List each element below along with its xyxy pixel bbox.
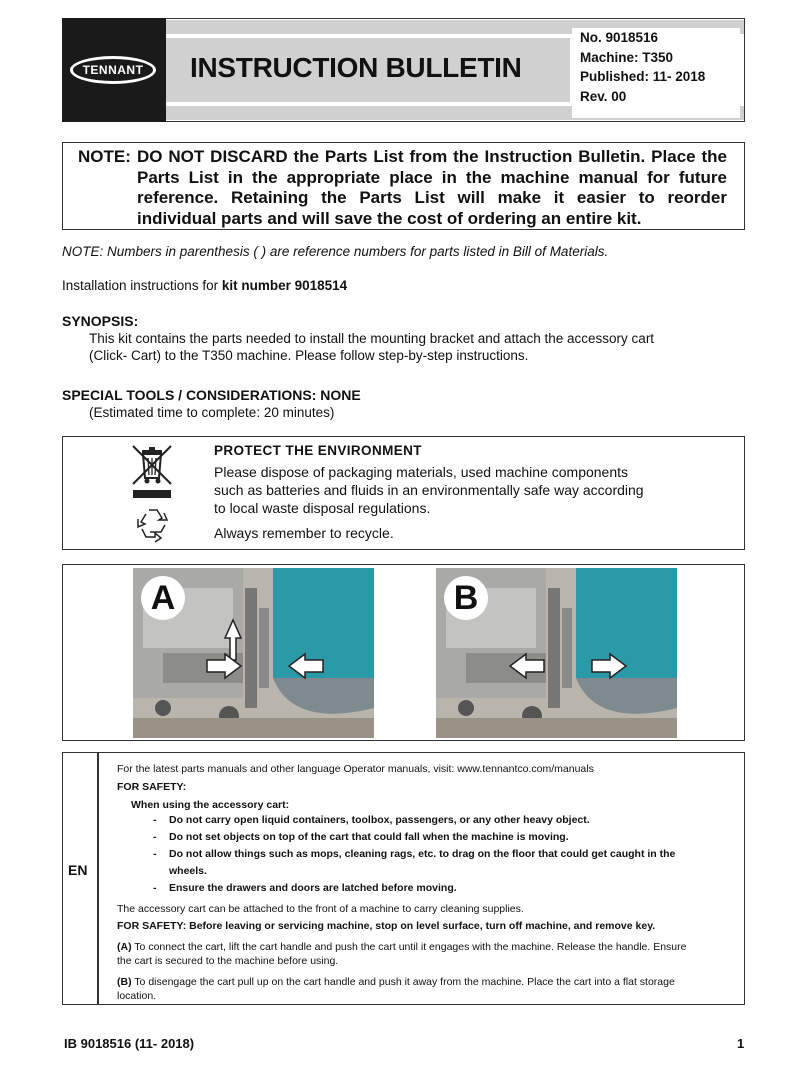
language-label: EN (68, 862, 88, 878)
en-divider (97, 752, 99, 1005)
doc-number: No. 9018516 (580, 30, 659, 45)
crossed-bin-icon (128, 444, 178, 500)
reference-note: NOTE: Numbers in parenthesis ( ) are reference numbers for parts listed in Bill of Materials. (62, 244, 609, 259)
synopsis-heading: SYNOPSIS: (62, 313, 139, 329)
tennant-logo (62, 18, 166, 122)
environment-line-2: such as batteries and fluids in an environmentally safe way according (214, 482, 644, 498)
safety-warning: FOR SAFETY: Before leaving or servicing machine, stop on level surface, turn off machine, and remove key. (117, 920, 656, 932)
bullet-3: Do not allow things such as mops, cleaning rags, etc. to drag on the floor that could get caught in the (169, 848, 676, 860)
published-date: Published: 11- 2018 (580, 69, 706, 84)
photo-a (133, 568, 374, 738)
bullet-3-cont: wheels. (169, 865, 207, 877)
step-a-line-1 (117, 940, 686, 954)
photo-a-label: A (141, 576, 185, 620)
document-title: INSTRUCTION BULLETIN (190, 52, 522, 83)
step-b-line-2: location. (117, 990, 157, 1002)
revision: Rev. 00 (580, 88, 627, 104)
tools-heading: SPECIAL TOOLS / CONSIDERATIONS: NONE (62, 387, 361, 403)
bullet-dash: - (153, 882, 157, 894)
attach-text: The accessory cart can be attached to the front of a machine to carry cleaning supplies. (117, 903, 524, 915)
note-text: DO NOT DISCARD the Parts List from the Instruction Bulletin. Place the Parts List in the appropriate place in the machine manual for future reference. Retaining the Parts List will make it easier to reorder individual parts and will save the cost of ordering an entire kit. (137, 147, 727, 228)
logo-text: TENNANT (70, 56, 156, 84)
bullet-4: Ensure the drawers and doors are latched before moving. (169, 882, 457, 894)
synopsis-line-2: (Click- Cart) to the T350 machine. Please follow step-by-step instructions. (89, 348, 529, 363)
machine: Machine: T350 (580, 49, 674, 65)
step-a-line-2: the cart is secured to the machine before using. (117, 955, 339, 967)
install-prefix: Installation instructions for (62, 278, 222, 293)
document-meta (572, 28, 740, 118)
bullet-dash: - (153, 848, 157, 860)
cart-heading: When using the accessory cart: (131, 799, 290, 811)
step-b-line-1 (117, 975, 675, 989)
step-b-text: To disengage the cart pull up on the cart handle and push it away from the machine. Place the cart into a flat storage (131, 976, 675, 988)
manuals-visit: For the latest parts manuals and other language Operator manuals, visit: www.tennantco.com/manuals (117, 763, 594, 775)
photo-b-label: B (444, 576, 488, 620)
step-a-tag: (A) (117, 941, 132, 953)
bullet-dash: - (153, 831, 157, 843)
bullet-dash: - (153, 814, 157, 826)
bullet-1: Do not carry open liquid containers, toolbox, passengers, or any other heavy object. (169, 814, 590, 826)
footer-document-id: IB 9018516 (11- 2018) (64, 1036, 195, 1051)
photo-b (436, 568, 677, 738)
kit-number: kit number 9018514 (221, 278, 348, 293)
step-b-tag: (B) (117, 976, 132, 988)
note-label: NOTE: (78, 147, 131, 166)
page-number: 1 (737, 1036, 745, 1051)
environment-text (214, 463, 714, 542)
environment-line-4: Always remember to recycle. (214, 525, 394, 541)
install-line (62, 278, 347, 293)
step-a-text: To connect the cart, lift the cart handle and push the cart until it engages with the machine. Release the handle. Ensure (131, 941, 687, 953)
synopsis-line-1: This kit contains the parts needed to install the mounting bracket and attach the accessory cart (89, 331, 655, 346)
environment-line-3: to local waste disposal regulations. (214, 500, 431, 516)
recycle-icon (134, 505, 172, 543)
safety-heading: FOR SAFETY: (117, 781, 187, 793)
bullet-2: Do not set objects on top of the cart that could fall when the machine is moving. (169, 831, 569, 843)
tools-time: (Estimated time to complete: 20 minutes) (89, 405, 335, 420)
environment-line-1: Please dispose of packaging materials, used machine components (214, 464, 629, 480)
environment-title: PROTECT THE ENVIRONMENT (214, 443, 422, 458)
